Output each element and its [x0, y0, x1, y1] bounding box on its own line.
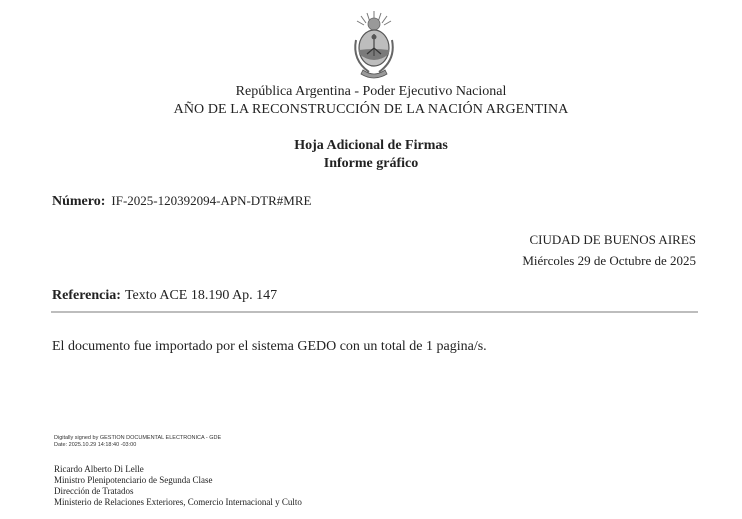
- digital-signature-date: Date: 2025.10.29 14:18:40 -03:00: [54, 442, 137, 448]
- reference: [52, 288, 277, 304]
- number-value: IF-2025-120392094-APN-DTR#MRE: [111, 193, 312, 208]
- city: CIUDAD DE BUENOS AIRES: [529, 232, 696, 247]
- document-number: [52, 193, 311, 210]
- divider: [51, 311, 698, 313]
- signer-position: Ministro Plenipotenciario de Segunda Clase: [54, 475, 213, 485]
- header-year-motto: AÑO DE LA RECONSTRUCCIÓN DE LA NACIÓN ARGENTINA: [173, 102, 569, 117]
- reference-label: Referencia:: [52, 288, 121, 303]
- digital-signature-by: Digitally signed by GESTION DOCUMENTAL ELECTRONICA - GDE: [54, 435, 222, 441]
- number-label: Número:: [52, 194, 106, 209]
- header-government: República Argentina - Poder Ejecutivo Nacional: [235, 84, 507, 99]
- document-date: Miércoles 29 de Octubre de 2025: [522, 253, 696, 268]
- signer-office: Dirección de Tratados: [54, 486, 134, 496]
- document-title: Hoja Adicional de Firmas: [294, 138, 448, 153]
- body-text: El documento fue importado por el sistema GEDO con un total de 1 pagina/s.: [52, 339, 487, 354]
- signer-name: Ricardo Alberto Di Lelle: [54, 464, 144, 474]
- signer-ministry: Ministerio de Relaciones Exteriores, Comercio Internacional y Culto: [54, 497, 302, 507]
- document-subtitle: Informe gráfico: [323, 156, 419, 171]
- coat-of-arms-icon: [347, 10, 401, 82]
- reference-value: Texto ACE 18.190 Ap. 147: [124, 288, 278, 303]
